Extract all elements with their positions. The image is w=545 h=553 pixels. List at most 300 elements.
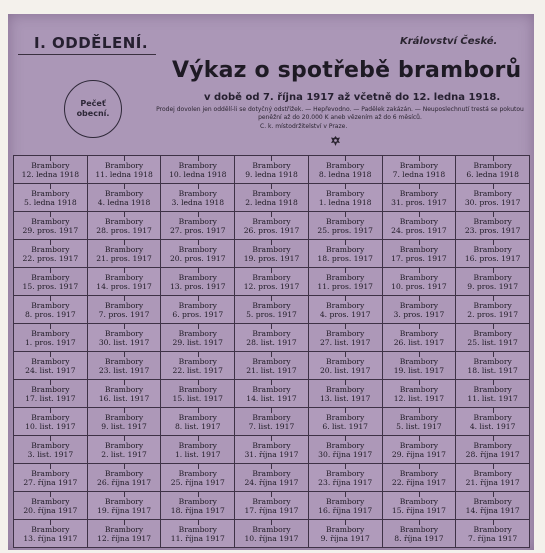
coupon-cell[interactable] [161,156,235,184]
coupon-cell[interactable] [383,436,457,464]
coupon-date: 8. list. 1917 [174,421,221,431]
coupon-cell[interactable] [161,212,235,240]
coupon-cell[interactable] [309,436,383,464]
coupon-word: Brambory [252,496,291,506]
coupon-word: Brambory [399,244,439,254]
coupon-date: 12. pros. 1917 [243,281,300,291]
coupon-cell[interactable] [88,380,162,408]
coupon-date: 8. pros. 1917 [24,309,76,319]
perforation-mark [198,324,199,329]
coupon-date: 21. října 1917 [465,477,520,487]
perforation-mark [493,436,494,441]
coupon-cell[interactable] [161,268,235,296]
coupon-cell[interactable] [456,268,530,296]
coupon-date: 22. října 1917 [391,477,446,487]
coupon-word: Brambory [473,160,512,170]
coupon-cell[interactable] [383,184,457,212]
coupon-date: 24. list. 1917 [25,365,76,375]
coupon-cell[interactable] [309,380,383,408]
coupon-word: Brambory [104,468,144,478]
coupon-date: 16. pros. 1917 [464,253,521,263]
coupon-word: Brambory [252,468,291,478]
perforation-mark [124,240,125,245]
coupon-date: 9. října 1917 [320,533,370,543]
coupon-word: Brambory [104,216,144,226]
coupon-cell[interactable] [456,520,530,548]
perforation-mark [419,212,420,217]
coupon-word: Brambory [104,272,144,282]
coupon-cell[interactable] [456,240,530,268]
coupon-cell[interactable] [383,296,457,324]
coupon-cell[interactable] [88,296,162,324]
coupon-cell[interactable] [88,184,162,212]
coupon-cell[interactable] [309,240,383,268]
coupon-date: 11. list. 1917 [467,393,518,403]
perforation-mark [271,268,272,273]
coupon-cell[interactable] [456,156,530,184]
coupon-cell[interactable] [14,268,88,296]
perforation-mark [345,464,346,469]
coupon-word: Brambory [31,244,70,254]
perforation-mark [198,184,199,189]
coupon-date: 9. ledna 1918 [245,169,298,179]
coupon-word: Brambory [399,300,439,310]
coupon-cell[interactable] [235,184,309,212]
coupon-date: 3. ledna 1918 [171,197,225,207]
coupon-cell[interactable] [309,184,383,212]
perforation-mark [198,464,199,469]
perforation-mark [198,492,199,497]
perforation-mark [419,492,420,497]
perforation-mark [50,212,51,217]
perforation-mark [50,240,51,245]
perforation-mark [198,380,199,385]
coupon-cell[interactable] [383,492,457,520]
coupon-word: Brambory [473,384,512,394]
coupon-word: Brambory [104,328,144,338]
coupon-cell[interactable] [456,212,530,240]
coupon-cell[interactable] [88,240,162,268]
coupon-date: 4. pros. 1917 [319,309,371,319]
coupon-cell[interactable] [88,436,162,464]
coupon-cell[interactable] [161,492,235,520]
coupon-word: Brambory [178,188,217,198]
coupon-date: 3. list. 1917 [27,449,74,459]
coupon-cell[interactable] [14,296,88,324]
coupon-cell[interactable] [235,156,309,184]
perforation-mark [345,296,346,301]
coupon-date: 23. října 1917 [318,477,373,487]
coupon-word: Brambory [399,272,439,282]
coupon-date: 13. pros. 1917 [169,281,226,291]
coupon-cell[interactable] [383,268,457,296]
coupon-grid [13,155,530,548]
coupon-cell[interactable] [161,240,235,268]
coupon-word: Brambory [326,468,365,478]
coupon-cell[interactable] [14,184,88,212]
coupon-word: Brambory [178,524,217,534]
coupon-date: 1. pros. 1917 [24,337,76,347]
perforation-mark [271,212,272,217]
coupon-cell[interactable] [161,324,235,352]
coupon-date: 13. list. 1917 [319,393,371,403]
coupon-word: Brambory [399,524,439,534]
coupon-date: 22. list. 1917 [172,365,223,375]
perforation-mark [493,492,494,497]
coupon-cell[interactable] [161,296,235,324]
coupon-word: Brambory [104,244,144,254]
coupon-cell[interactable] [235,520,309,548]
perforation-mark [419,520,420,525]
perforation-mark [345,240,346,245]
coupon-date: 3. pros. 1917 [393,309,445,319]
coupon-cell[interactable] [383,380,457,408]
coupon-cell[interactable] [235,380,309,408]
perforation-mark [345,380,346,385]
coupon-cell[interactable] [383,212,457,240]
coupon-cell[interactable] [309,212,383,240]
coupon-date: 6. ledna 1918 [466,169,519,179]
coupon-cell[interactable] [309,324,383,352]
coupon-date: 24. pros. 1917 [391,225,447,235]
perforation-mark [345,268,346,273]
perforation-mark [198,268,199,273]
coupon-cell[interactable] [235,268,309,296]
coupon-date: 14. pros. 1917 [96,281,152,291]
coupon-word: Brambory [252,216,291,226]
coupon-word: Brambory [104,412,144,422]
perforation-mark [124,212,125,217]
perforation-mark [124,296,125,301]
coupon-date: 13. října 1917 [23,533,78,543]
coupon-cell[interactable] [309,156,383,184]
coupon-cell[interactable] [383,520,457,548]
coupon-word: Brambory [178,300,217,310]
coupon-date: 10. ledna 1918 [169,169,227,179]
perforation-mark [198,408,199,413]
perforation-mark [345,324,346,329]
coupon-date: 7. října 1917 [468,533,518,543]
department-underline [18,54,156,55]
coupon-word: Brambory [31,468,70,478]
coupon-date: 18. října 1917 [170,505,225,515]
coupon-date: 9. pros. 1917 [467,281,519,291]
coupon-cell[interactable] [161,436,235,464]
perforation-mark [124,352,125,357]
coupon-word: Brambory [104,188,144,198]
coupon-cell[interactable] [88,352,162,380]
coupon-word: Brambory [326,412,365,422]
coupon-word: Brambory [104,356,144,366]
perforation-mark [493,380,494,385]
coupon-cell[interactable] [383,240,457,268]
coupon-date: 6. pros. 1917 [172,309,224,319]
coupon-cell[interactable] [235,436,309,464]
coupon-cell[interactable] [235,212,309,240]
coupon-cell[interactable] [456,464,530,492]
coupon-cell[interactable] [309,408,383,436]
coupon-word: Brambory [31,440,70,450]
coupon-cell[interactable] [383,324,457,352]
coupon-word: Brambory [473,272,512,282]
coupon-word: Brambory [104,440,144,450]
perforation-mark [50,492,51,497]
coupon-date: 11. ledna 1918 [95,169,153,179]
legal-notice: Prodej dovolen jen oddělí-li se dotyčný odstřižek. — Hepřevodno. — Padělek zakázán. — Neuposlechnutí trestá se pokutou peněžní až do 20.000 K aneb vězením až do 6 měsíců. [156,106,524,121]
coupon-word: Brambory [399,216,439,226]
coupon-cell[interactable] [456,492,530,520]
coupon-word: Brambory [473,496,512,506]
perforation-mark [198,436,199,441]
coupon-date: 22. pros. 1917 [22,253,79,263]
coupon-word: Brambory [178,468,217,478]
coupon-cell[interactable] [235,240,309,268]
coupon-cell[interactable] [309,268,383,296]
perforation-mark [271,296,272,301]
coupon-word: Brambory [104,160,144,170]
coupon-cell[interactable] [235,352,309,380]
coupon-cell[interactable] [14,156,88,184]
coupon-word: Brambory [326,496,365,506]
coupon-word: Brambory [178,272,217,282]
coupon-word: Brambory [31,300,70,310]
coupon-word: Brambory [473,412,512,422]
coupon-cell[interactable] [14,436,88,464]
coupon-cell[interactable] [235,324,309,352]
coupon-cell[interactable] [161,520,235,548]
coupon-cell[interactable] [88,492,162,520]
coupon-cell[interactable] [14,380,88,408]
coupon-date: 19. list. 1917 [393,365,445,375]
coupon-date: 10. pros. 1917 [391,281,447,291]
coupon-date: 12. ledna 1918 [21,169,80,179]
coupon-date: 16. října 1917 [318,505,373,515]
coupon-cell[interactable] [88,324,162,352]
coupon-cell[interactable] [235,464,309,492]
coupon-word: Brambory [473,440,512,450]
coupon-word: Brambory [252,160,291,170]
coupon-cell[interactable] [14,212,88,240]
coupon-cell[interactable] [456,436,530,464]
coupon-cell[interactable] [309,492,383,520]
perforation-mark [271,408,272,413]
coupon-cell[interactable] [309,464,383,492]
coupon-date: 21. list. 1917 [246,365,297,375]
coupon-word: Brambory [399,468,439,478]
coupon-date: 5. pros. 1917 [246,309,297,319]
coupon-cell[interactable] [309,296,383,324]
perforation-mark [124,408,125,413]
coupon-word: Brambory [399,188,439,198]
coupon-date: 31. pros. 1917 [391,197,447,207]
coupon-date: 11. října 1917 [170,533,225,543]
perforation-mark [50,520,51,525]
perforation-mark [345,436,346,441]
coupon-cell[interactable] [14,520,88,548]
coupon-cell[interactable] [456,324,530,352]
perforation-mark [124,492,125,497]
perforation-mark [493,352,494,357]
coupon-date: 28. října 1917 [465,449,520,459]
coupon-word: Brambory [326,272,365,282]
perforation-mark [124,268,125,273]
coupon-cell[interactable] [88,464,162,492]
perforation-mark [50,324,51,329]
perforation-mark [271,184,272,189]
perforation-mark [345,156,346,161]
perforation-mark [493,240,494,245]
coupon-word: Brambory [326,188,365,198]
coupon-cell[interactable] [14,464,88,492]
coupon-date: 2. list. 1917 [101,449,147,459]
coupon-word: Brambory [473,328,512,338]
coupon-word: Brambory [178,216,217,226]
coupon-date: 30. pros. 1917 [464,197,521,207]
coupon-cell[interactable] [88,408,162,436]
coupon-cell[interactable] [456,296,530,324]
coupon-word: Brambory [31,188,70,198]
coupon-date: 17. list. 1917 [25,393,76,403]
coupon-cell[interactable] [88,520,162,548]
coupon-date: 24. října 1917 [244,477,299,487]
coupon-cell[interactable] [14,352,88,380]
perforation-mark [419,380,420,385]
perforation-mark [271,156,272,161]
coupon-date: 26. pros. 1917 [243,225,300,235]
coupon-word: Brambory [399,160,439,170]
coupon-date: 16. list. 1917 [98,393,150,403]
ration-card [8,14,534,550]
coupon-word: Brambory [252,244,291,254]
coupon-date: 14. října 1917 [465,505,520,515]
coupon-word: Brambory [399,328,439,338]
coupon-date: 20. října 1917 [23,505,78,515]
coupon-word: Brambory [326,356,365,366]
perforation-mark [124,436,125,441]
coupon-word: Brambory [326,160,365,170]
coupon-word: Brambory [473,300,512,310]
coupon-date: 8. října 1917 [394,533,444,543]
coupon-cell[interactable] [88,268,162,296]
coupon-word: Brambory [178,440,217,450]
coupon-cell[interactable] [14,324,88,352]
coupon-cell[interactable] [161,380,235,408]
coupon-word: Brambory [31,496,70,506]
coupon-word: Brambory [178,244,217,254]
coupon-cell[interactable] [383,408,457,436]
coupon-word: Brambory [104,300,144,310]
coupon-word: Brambory [31,412,70,422]
coupon-date: 25. list. 1917 [467,337,518,347]
coupon-cell[interactable] [14,408,88,436]
perforation-mark [50,436,51,441]
coupon-cell[interactable] [456,380,530,408]
perforation-mark [493,408,494,413]
coupon-date: 26. list. 1917 [393,337,445,347]
coupon-cell[interactable] [88,212,162,240]
coupon-cell[interactable] [235,408,309,436]
coupon-cell[interactable] [161,184,235,212]
coupon-date: 10. října 1917 [244,533,299,543]
perforation-mark [419,296,420,301]
coupon-word: Brambory [473,524,512,534]
coupon-cell[interactable] [456,352,530,380]
coupon-date: 14. list. 1917 [246,393,297,403]
perforation-mark [419,268,420,273]
coupon-date: 4. ledna 1918 [97,197,151,207]
coupon-cell[interactable] [235,492,309,520]
perforation-mark [493,212,494,217]
kingdom-label: Království České. [400,36,498,47]
coupon-date: 23. pros. 1917 [464,225,521,235]
perforation-mark [198,240,199,245]
coupon-cell[interactable] [161,464,235,492]
perforation-mark [493,156,494,161]
coupon-date: 17. října 1917 [244,505,299,515]
coupon-word: Brambory [31,524,70,534]
perforation-mark [419,324,420,329]
coupon-date: 25. pros. 1917 [317,225,373,235]
perforation-mark [419,436,420,441]
perforation-mark [345,408,346,413]
coupon-date: 5. list. 1917 [396,421,442,431]
perforation-mark [419,352,420,357]
coupon-cell[interactable] [383,464,457,492]
coupon-word: Brambory [473,188,512,198]
perforation-mark [271,492,272,497]
perforation-mark [493,268,494,273]
perforation-mark [345,352,346,357]
coupon-cell[interactable] [14,492,88,520]
coupon-cell[interactable] [161,408,235,436]
perforation-mark [271,520,272,525]
coupon-cell[interactable] [14,240,88,268]
coupon-date: 27. října 1917 [23,477,78,487]
issuing-authority: C. k. místodržitelství v Praze. [260,123,348,130]
coupon-cell[interactable] [88,156,162,184]
coupon-cell[interactable] [383,352,457,380]
coupon-cell[interactable] [309,352,383,380]
coupon-cell[interactable] [456,408,530,436]
perforation-mark [198,352,199,357]
coupon-cell[interactable] [309,520,383,548]
coupon-date: 12. října 1917 [97,533,152,543]
coupon-cell[interactable] [383,156,457,184]
coupon-word: Brambory [326,328,365,338]
coupon-date: 27. list. 1917 [319,337,371,347]
perforation-mark [345,212,346,217]
perforation-mark [124,156,125,161]
coupon-date: 12. list. 1917 [393,393,445,403]
coupon-word: Brambory [252,188,291,198]
coupon-word: Brambory [473,216,512,226]
coupon-word: Brambory [473,468,512,478]
coupon-date: 29. října 1917 [391,449,446,459]
card-title: Výkaz o spotřebě bramborů [172,58,522,83]
perforation-mark [198,296,199,301]
coupon-word: Brambory [104,524,144,534]
perforation-mark [419,184,420,189]
coupon-word: Brambory [326,384,365,394]
coupon-cell[interactable] [235,296,309,324]
coupon-cell[interactable] [161,352,235,380]
coupon-date: 27. pros. 1917 [169,225,226,235]
coupon-date: 15. list. 1917 [172,393,223,403]
coupon-cell[interactable] [456,184,530,212]
perforation-mark [124,324,125,329]
eagle-emblem-icon [330,135,341,147]
coupon-word: Brambory [178,160,217,170]
